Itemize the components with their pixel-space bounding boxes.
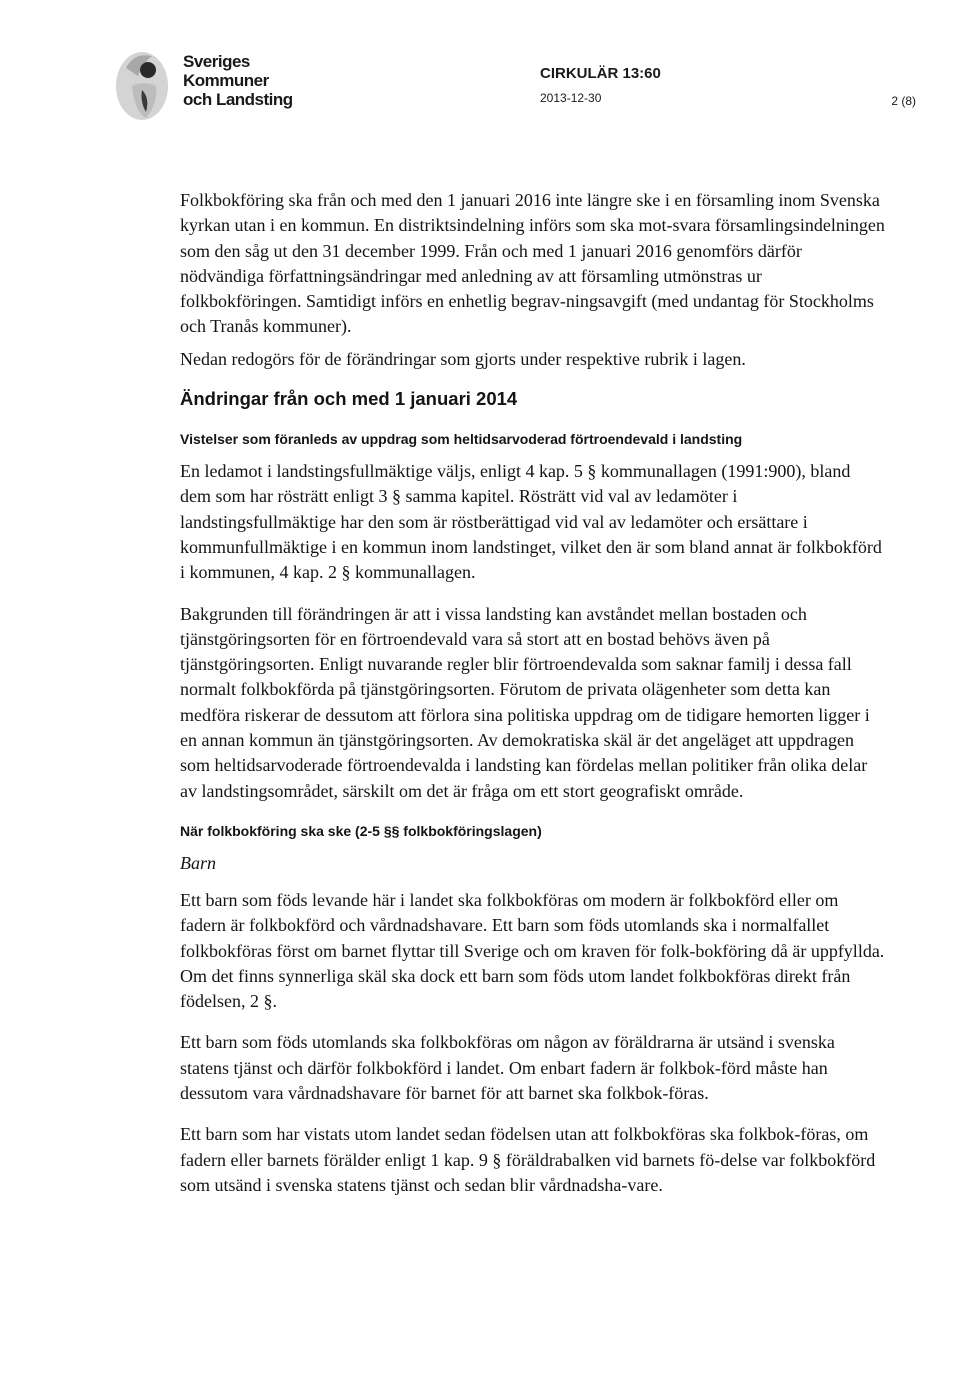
circular-date: 2013-12-30 xyxy=(540,91,602,105)
paragraph-bakgrund: Bakgrunden till förändringen är att i vissa landsting kan avståndet mellan bostaden och tjänstgöringsorten för en förtroendevald vara så stort att en bostad behövs även på tjänstgöringsorten. Enligt nuvarande regler blir förtroendevalda som saknar familj i dessa fall normalt folkbokförda på tjänstgöringsorten. Förutom de privata olägenheter som detta kan medföra riskerar de dessutom att förlora sina politiska uppdrag om de tidigare hemorten ligger i en annan kommun än tjänstgöringsorten. Av demokratiska skäl är det angeläget att uppdragen som heltidsarvoderade förtroendevalda i landsting kan fördelas mellan politiker från olika delar av landstingsområdet, särskilt om det är fråga om ett stort geografiskt område. xyxy=(180,603,870,801)
italic-heading-barn: Barn xyxy=(180,852,216,873)
skl-logo-icon xyxy=(112,46,174,126)
page-number: 2 (8) xyxy=(891,94,916,108)
document-header xyxy=(0,0,960,130)
paragraph-barn-utomlands: Ett barn som föds utomlands ska folkbokföras om någon av föräldrarna är utsänd i svenska statens tjänst och därför folkbokförd i landet. Om enbart fadern är folkbok-förd måste han dessutom vara vårdnadshavare för barnet för att barnet ska folkbok-föras. xyxy=(180,1032,835,1104)
org-name-line-3: och Landsting xyxy=(183,90,293,109)
subsection-heading-folkbokforing: När folkbokföring ska ske (2-5 §§ folkbokföringslagen) xyxy=(180,822,542,839)
document-body xyxy=(180,188,885,1198)
paragraph-summary: Nedan redogörs för de förändringar som gjorts under respektive rubrik i lagen. xyxy=(180,348,746,369)
organization-name xyxy=(183,52,293,109)
section-heading: Ändringar från och med 1 januari 2014 xyxy=(180,388,518,410)
org-name-line-1: Sveriges xyxy=(183,52,250,71)
circular-title: CIRKULÄR 13:60 xyxy=(540,65,661,82)
paragraph-barn-fods: Ett barn som föds levande här i landet ska folkbokföras om modern är folkbokförd eller om fadern är folkbokförd och vårdnadshavare. Ett barn som föds utomlands ska i normalfallet folkbokföras först om barnet flyttar till Sverige och om kraven för folk-bokföring då är uppfyllda. Om det finns synnerliga skäl ska dock ett barn som föds utom landet folkbokföras direkt från födelsen, 2 §. xyxy=(180,889,885,1012)
subsection-heading-vistelser: Vistelser som föranleds av uppdrag som heltidsarvoderad förtroendevald i landsting xyxy=(180,431,743,448)
paragraph-barn-vistats: Ett barn som har vistats utom landet sedan födelsen utan att folkbokföras ska folkbok-föras, om fadern eller barnets förälder enligt 1 kap. 9 § föräldrabalken vid barnets fö-delse var folkbokförd som utsänd i svenska statens tjänst och sedan blir vårdnadsha-vare. xyxy=(180,1124,876,1195)
paragraph-ledamot: En ledamot i landstingsfullmäktige väljs, enligt 4 kap. 5 § kommunallagen (1991:900), bland dem som har rösträtt enligt 3 § samma kapitel. Rösträtt vid val av ledamöter i landstingsfullmäktige har den som är röstberättigad vid val av ledamöter och ersättare i kommunfullmäktige i en kommun inom landstinget, vilket den är som bland annat är folkbokförd i kommunen, 4 kap. 2 § kommunallagen. xyxy=(180,461,882,583)
paragraph-intro: Folkbokföring ska från och med den 1 januari 2016 inte längre ske i en församling inom Svenska kyrkan utan i en kommun. En distriktsindelning införs som ska mot-svara församlingsindelningen som den såg ut den 31 december 1999. Från och med 1 januari 2016 genomförs därför nödvändiga författningsändringar med anledning av att församling utmönstras ur folkbokföringen. Samtidigt införs en enhetlig begrav-ningsavgift (med undantag för Stockholms och Tranås kommuner). xyxy=(180,190,885,337)
org-name-line-2: Kommuner xyxy=(183,71,269,90)
